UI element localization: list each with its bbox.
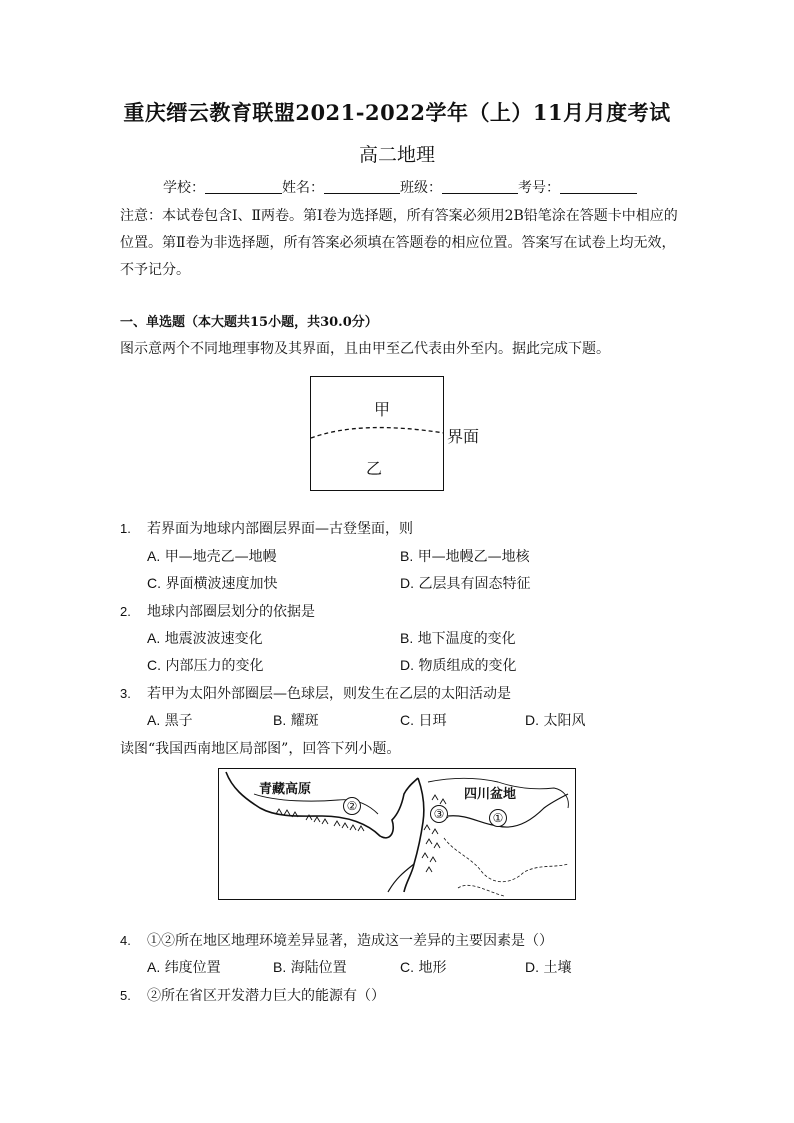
option-letter: A. (147, 712, 161, 728)
option-text: 纬度位置 (164, 960, 221, 976)
question-text: 地球内部圈层划分的依据是 (147, 604, 315, 620)
marker-2: ② (343, 797, 361, 815)
section-title: 一、单选题（本大题共15小题，共30.0分） (120, 315, 378, 330)
school-blank[interactable] (205, 179, 282, 194)
name-blank[interactable] (324, 179, 400, 194)
class-blank[interactable] (442, 179, 518, 194)
q4-option-c[interactable] (400, 957, 446, 977)
student-info-line (163, 177, 637, 197)
question-number: 4. (120, 933, 131, 948)
question-1 (120, 518, 413, 538)
q2-option-d[interactable] (400, 655, 516, 675)
q3-option-b[interactable] (273, 710, 319, 730)
option-letter: B. (273, 959, 287, 975)
option-text: 内部压力的变化 (165, 658, 264, 674)
q1-option-d[interactable] (400, 573, 530, 593)
option-letter: C. (147, 575, 161, 591)
group-intro-1: 图示意两个不同地理事物及其界面，且由甲至乙代表由外至内。据此完成下题。 (120, 341, 610, 357)
interface-label: 界面 (447, 427, 480, 446)
option-letter: D. (400, 657, 414, 673)
question-text: 若甲为太阳外部圈层—色球层，则发生在乙层的太阳活动是 (147, 686, 511, 702)
option-text: 乙层具有固态特征 (418, 576, 531, 592)
question-number: 2. (120, 604, 131, 619)
question-text: ②所在省区开发潜力巨大的能源有（） (147, 988, 385, 1004)
question-3 (120, 683, 511, 703)
exam-title: 重庆缙云教育联盟2021-2022学年（上）11月月度考试 (123, 100, 671, 125)
option-text: 黑子 (164, 713, 193, 729)
q1-option-a[interactable] (147, 546, 277, 566)
option-letter: A. (147, 630, 161, 646)
layer-yi-label: 乙 (366, 459, 383, 478)
option-text: 界面横波速度加快 (165, 576, 278, 592)
class-label: 班级： (400, 180, 442, 196)
layer-jia-label: 甲 (374, 400, 391, 419)
option-letter: B. (400, 548, 414, 564)
option-letter: D. (525, 712, 539, 728)
q2-option-c[interactable] (147, 655, 263, 675)
exam-notice: 注意：本试卷包含Ⅰ、Ⅱ两卷。第Ⅰ卷为选择题，所有答案必须用2B铅笔涂在答题卡中相应的位置。第Ⅱ卷为非选择题，所有答案必须填在答题卷的相应位置。答案写在试卷上均无效，不予记分。 (120, 208, 678, 278)
option-letter: B. (273, 712, 287, 728)
option-text: 甲—地幔乙—地核 (417, 549, 530, 565)
school-label: 学校： (163, 180, 205, 196)
plateau-label: 青藏高原 (259, 782, 312, 797)
q1-option-c[interactable] (147, 573, 277, 593)
q1-option-b[interactable] (400, 546, 530, 566)
interface-diagram (310, 376, 444, 491)
question-5 (120, 985, 385, 1005)
option-text: 太阳风 (543, 713, 586, 729)
q4-option-d[interactable] (525, 957, 571, 977)
option-letter: A. (147, 548, 161, 564)
question-number: 1. (120, 521, 131, 536)
q3-option-a[interactable] (147, 710, 193, 730)
q2-option-a[interactable] (147, 628, 263, 648)
exam-subject: 高二地理 (358, 144, 435, 166)
question-text: ①②所在地区地理环境差异显著，造成这一差异的主要因素是（） (147, 933, 553, 949)
q3-option-d[interactable] (525, 710, 585, 730)
exam-number-blank[interactable] (560, 179, 637, 194)
option-letter: C. (400, 959, 414, 975)
question-4 (120, 930, 553, 950)
option-text: 甲—地壳乙—地幔 (164, 549, 277, 565)
exam-number-label: 考号： (518, 180, 560, 196)
name-label: 姓名： (282, 180, 324, 196)
option-text: 海陆位置 (290, 960, 347, 976)
question-2 (120, 601, 315, 621)
option-letter: C. (400, 712, 414, 728)
q4-option-b[interactable] (273, 957, 347, 977)
option-text: 地下温度的变化 (417, 631, 516, 647)
option-text: 日珥 (418, 713, 447, 729)
question-number: 3. (120, 686, 131, 701)
option-text: 物质组成的变化 (418, 658, 517, 674)
option-text: 地形 (418, 960, 447, 976)
question-number: 5. (120, 988, 131, 1003)
southwest-china-map (218, 768, 576, 900)
q3-option-c[interactable] (400, 710, 446, 730)
group-intro-2: 读图“我国西南地区局部图”，回答下列小题。 (120, 741, 401, 757)
basin-label: 四川盆地 (464, 787, 517, 802)
option-letter: B. (400, 630, 414, 646)
option-text: 土壤 (543, 960, 572, 976)
option-letter: D. (400, 575, 414, 591)
q2-option-b[interactable] (400, 628, 516, 648)
option-letter: D. (525, 959, 539, 975)
option-letter: A. (147, 959, 161, 975)
option-letter: C. (147, 657, 161, 673)
q4-option-a[interactable] (147, 957, 221, 977)
option-text: 地震波波速变化 (164, 631, 263, 647)
question-text: 若界面为地球内部圈层界面—古登堡面，则 (147, 521, 413, 537)
marker-1: ① (489, 809, 507, 827)
option-text: 耀斑 (290, 713, 319, 729)
marker-3: ③ (430, 805, 448, 823)
